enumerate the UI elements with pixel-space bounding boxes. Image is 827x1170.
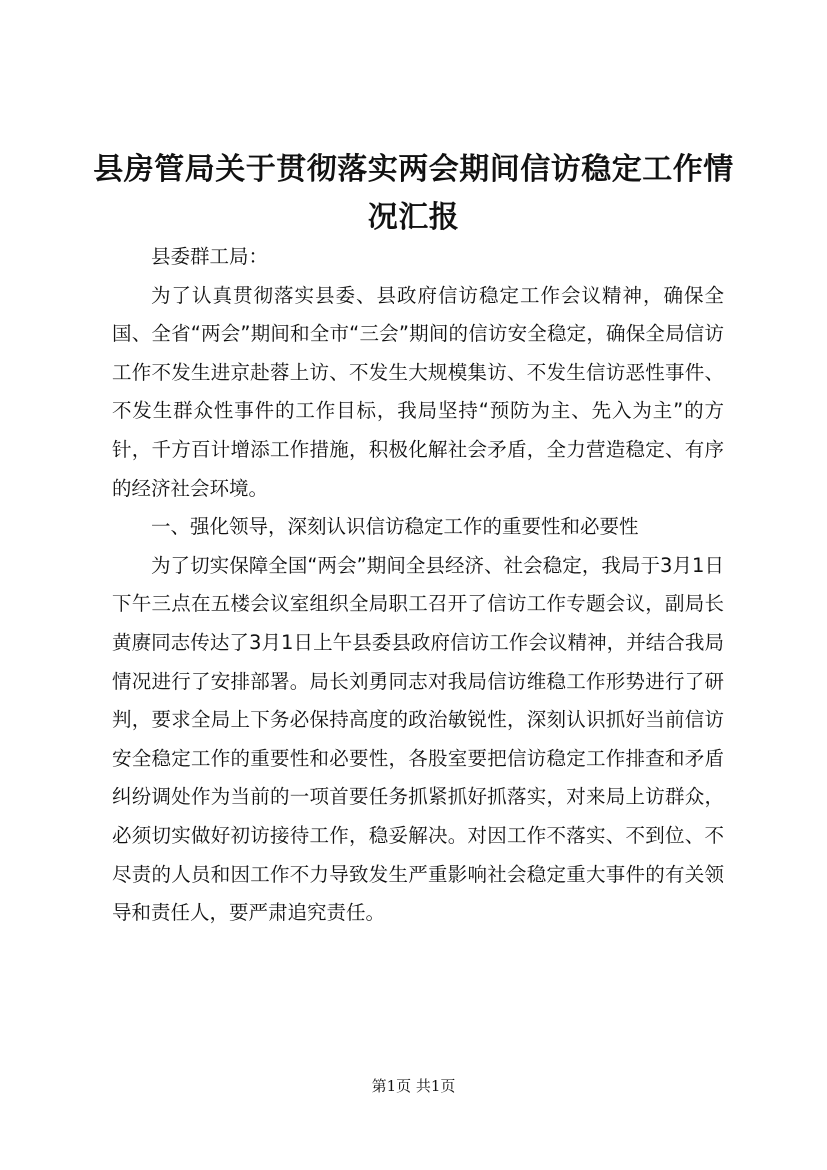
paragraph-intro: 为了认真贯彻落实县委、县政府信访稳定工作会议精神，确保全国、全省“两会”期间和全市“三会”期间的信访安全稳定，确保全局信访工作不发生进京赴蓉上访、不发生大规模集访、不发生信访恶性事件、不发生群众性事件的工作目标，我局坚持“预防为主、先入为主”的方针，千方百计增添工作措施，积极化解社会矛盾，全力营造稳定、有序的经济社会环境。 [112, 283, 724, 500]
document-body [112, 238, 724, 933]
paragraph-section-1: 为了切实保障全国“两会”期间全县经济、社会稳定，我局于3月1日下午三点在五楼会议室组织全局职工召开了信访工作专题会议，副局长黄赓同志传达了3月1日上午县委县政府信访工作会议精神，并结合我局情况进行了安排部署。局长刘勇同志对我局信访维稳工作形势进行了研判，要求全局上下务必保持高度的政治敏锐性，深刻认识抓好当前信访安全稳定工作的重要性和必要性，各股室要把信访稳定工作排查和矛盾纠纷调处作为当前的一项首要任务抓紧抓好抓落实，对来局上访群众，必须切实做好初访接待工作，稳妥解决。对因工作不落实、不到位、不尽责的人员和因工作不力导致发生严重影响社会稳定重大事件的有关领导和责任人，要严肃追究责任。 [112, 553, 724, 925]
salutation: 县委群工局： [151, 245, 269, 268]
section-heading-1: 一、强化领导，深刻认识信访稳定工作的重要性和必要性 [151, 515, 639, 539]
page-footer: 第1页 共1页 [371, 1077, 456, 1095]
document-title: 县房管局关于贯彻落实两会期间信访稳定工作情况汇报 [93, 152, 734, 235]
